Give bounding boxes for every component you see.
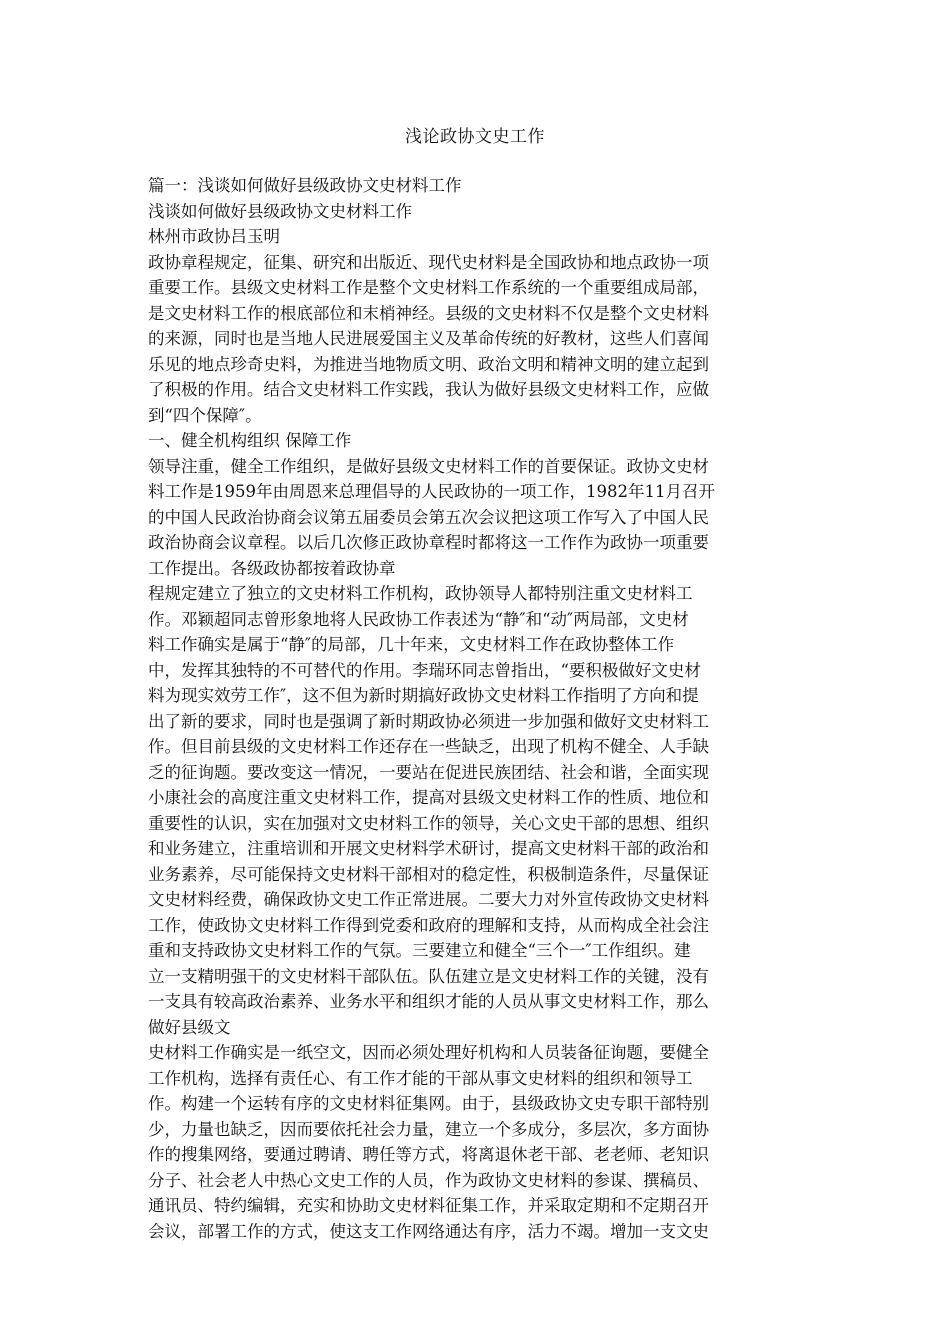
text-line: 一、健全机构组织 保障工作 (148, 431, 352, 450)
text-line: 政治协商会议章程。以后几次修正政协章程时都将这一工作作为政协一项重要 (148, 533, 709, 552)
text-line: 了积极的作用。结合文史材料工作实践，我认为做好县级文史材料工作，应做 (148, 380, 709, 399)
text-line: 一支具有较高政治素养、业务水平和组织才能的人员从事文史材料工作，那么 (148, 992, 709, 1011)
text-line: 通讯员、特约编辑，充实和协助文史材料征集工作，并采取定期和不定期召开 (148, 1196, 709, 1215)
text-line: 乏的征询题。要改变这一情况，一要站在促进民族团结、社会和谐，全面实现 (148, 762, 709, 782)
text-line: 作。但目前县级的文史材料工作还存在一些缺乏，出现了机构不健全、人手缺 (148, 737, 709, 756)
text-line: 业务素养，尽可能保持文史材料干部相对的稳定性，积极制造条件，尽量保证 (148, 864, 709, 884)
text-line: 作。邓颖超同志曾形象地将人民政协工作表述为“静″和“动″两局部，文史材 (148, 609, 689, 629)
text-line: 料工作确实是属于“静″的局部，几十年来，文史材料工作在政协整体工作 (148, 635, 675, 654)
text-line: 工作，使政协文史材料工作得到党委和政府的理解和支持，从而构成全社会注 (148, 915, 709, 935)
text-line: 中，发挥其独特的不可替代的作用。李瑞环同志曾指出，“要积极做好文史材 (148, 660, 701, 680)
text-line: 重要工作。县级文史材料工作是整个文史材料工作系统的一个重要组成局部， (148, 278, 709, 297)
text-line: 工作机构，选择有责任心、有工作才能的干部从事文史材料的组织和领导工 (148, 1068, 693, 1088)
document-title: 浅论政协文史工作 (405, 127, 545, 147)
text-line: 会议，部署工作的方式，使这支工作网络通达有序，活力不竭。增加一支文史 (148, 1221, 709, 1241)
text-line: 出了新的要求，同时也是强调了新时期政协必须进一步加强和做好文史材料工 (148, 711, 709, 731)
document-body (148, 173, 800, 1244)
text-line: 立一支精明强干的文史材料干部队伍。队伍建立是文史材料工作的关键，没有 (148, 966, 709, 986)
text-line: 文史材料经费，确保政协文史工作正常进展。二要大力对外宣传政协文史材料 (148, 890, 709, 909)
text-line: 做好县级文 (148, 1017, 231, 1037)
text-line: 作的搜集网络，要通过聘请、聘任等方式，将离退休老干部、老老师、老知识 (148, 1145, 709, 1164)
text-line: 史材料工作确实是一纸空文，因而必须处理好机构和人员装备征询题，要健全 (148, 1043, 709, 1062)
text-line: 程规定建立了独立的文史材料工作机构，政协领导人都特别注重文史材料工 (148, 584, 693, 603)
text-line: 是文史材料工作的根底部位和末梢神经。县级的文史材料不仅是整个文史材料 (148, 303, 709, 323)
text-line: 林州市政协吕玉明 (148, 227, 280, 246)
text-line: 到“四个保障″。 (148, 405, 262, 425)
text-line: 重和支持政协文史材料工作的气氛。三要建立和健全“三个一″工作组织。建 (148, 941, 691, 960)
text-line: 的来源，同时也是当地人民进展爱国主义及革命传统的好教材，这些人们喜闻 (148, 329, 709, 348)
text-line: 料为现实效劳工作″，这不但为新时期搞好政协文史材料工作指明了方向和提 (148, 686, 699, 705)
text-line: 篇一：浅谈如何做好县级政协文史材料工作 (148, 176, 462, 195)
text-line: 乐见的地点珍奇史料，为推进当地物质文明、政治文明和精神文明的建立起到 (148, 354, 709, 374)
text-line: 的中国人民政治协商会议第五届委员会第五次会议把这项工作写入了中国人民 (148, 507, 709, 527)
text-line: 浅谈如何做好县级政协文史材料工作 (148, 201, 412, 221)
text-line: 领导注重，健全工作组织，是做好县级文史材料工作的首要保证。政协文史材 (148, 456, 709, 476)
text-line: 小康社会的高度注重文史材料工作，提高对县级文史材料工作的性质、地位和 (148, 788, 709, 807)
text-line: 和业务建立，注重培训和开展文史材料学术研讨，提高文史材料干部的政治和 (148, 839, 709, 858)
text-line: 政协章程规定，征集、研究和出版近、现代史材料是全国政协和地点政协一项 (148, 252, 709, 272)
text-line: 重要性的认识，实在加强对文史材料工作的领导，关心文史干部的思想、组织 (148, 813, 709, 833)
text-line: 作。构建一个运转有序的文史材料征集网。由于，县级政协文史专职干部特别 (148, 1094, 709, 1113)
text-line: 分子、社会老人中热心文史工作的人员，作为政协文史材料的参谋、撰稿员、 (148, 1170, 709, 1190)
text-line: 料工作是1959年由周恩来总理倡导的人民政协的一项工作，1982年11月召开 (148, 482, 715, 501)
text-line: 工作提出。各级政协都按着政协章 (148, 558, 396, 578)
text-line: 少，力量也缺乏，因而要依托社会力量，建立一个多成分，多层次，多方面协 (148, 1119, 709, 1139)
